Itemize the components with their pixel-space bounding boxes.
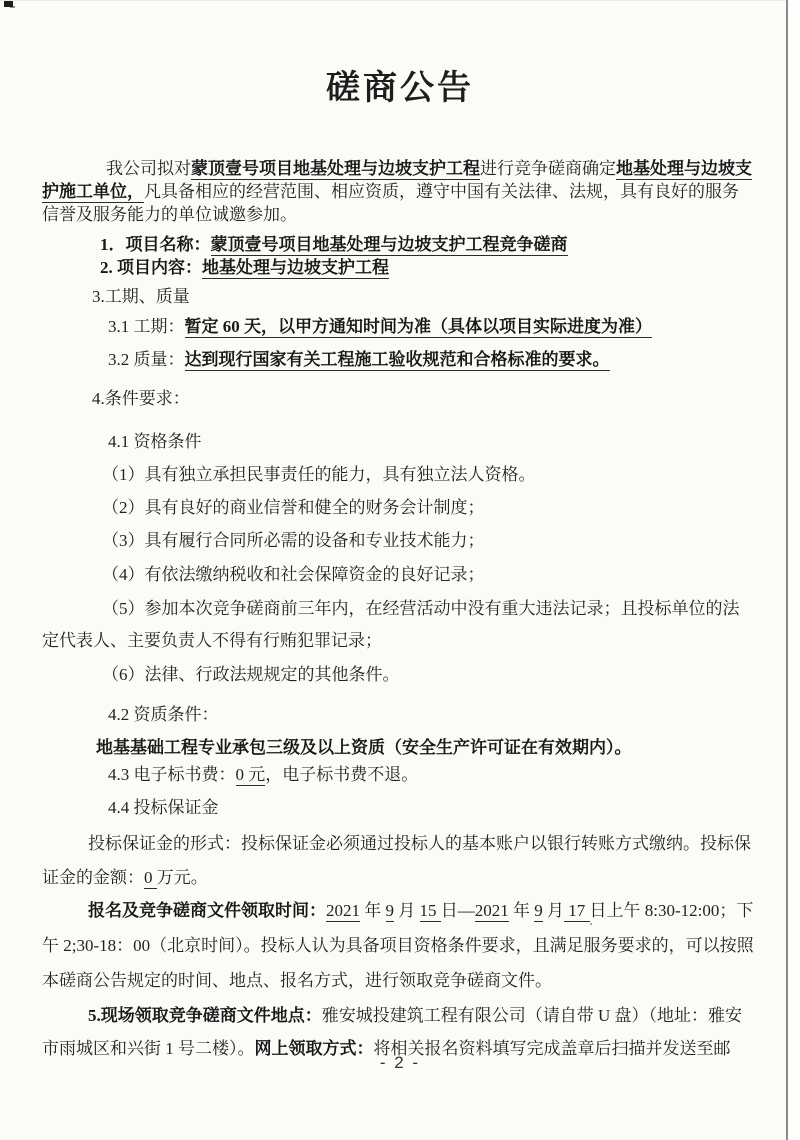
start-year: 2021 <box>326 901 360 920</box>
bid-bond-subheading <box>42 797 754 819</box>
section-3-heading: 3.工期、质量 <box>92 287 190 306</box>
scanner-background-strip <box>788 0 800 1140</box>
online-pickup-label: 网上领取方式： <box>254 1039 374 1058</box>
start-day: 15 <box>419 901 441 920</box>
credential-requirement-line <box>42 737 754 759</box>
quality-label: 3.2 质量： <box>108 350 185 369</box>
qualification-subheading <box>42 431 754 453</box>
section-4-heading: 4.条件要求： <box>92 389 190 408</box>
condition-6 <box>42 664 754 686</box>
section-duration-quality <box>42 286 754 308</box>
bid-doc-fee-value: 0 元 <box>235 765 266 784</box>
text-run: ，电子标书费不退。 <box>265 765 419 784</box>
text-run: （6）法律、行政法规规定的其他条件。 <box>102 665 400 684</box>
text-run: 万元。 <box>156 868 208 887</box>
text-run: （4）有依法缴纳税收和社会保障资金的良好记录； <box>102 565 485 584</box>
contractor-type-underlined: 地基处理与边坡支护施工单位， <box>42 159 752 201</box>
page-number: - 2 - <box>379 1053 421 1072</box>
text-run: （2）具有良好的商业信誉和健全的财务会计制度； <box>102 498 485 517</box>
bid-bond-amount: 0 <box>144 868 157 887</box>
credential-subheading <box>42 704 754 726</box>
project-content-value: 地基处理与边坡支护工程 <box>202 258 389 277</box>
condition-2 <box>42 497 754 519</box>
text-run: 年 <box>360 901 386 920</box>
condition-3 <box>42 530 754 552</box>
end-day: 17 <box>564 901 590 920</box>
bid-bond-heading: 4.4 投标保证金 <box>108 798 219 817</box>
scan-page-edge-line <box>786 0 788 1140</box>
condition-1 <box>42 464 754 486</box>
duration-label: 3.1 工期： <box>108 317 185 336</box>
text-run: 年 <box>508 901 535 920</box>
project-content-label: 2. 项目内容： <box>100 258 202 277</box>
text-run: （3）具有履行合同所必需的设备和专业技术能力； <box>102 531 485 550</box>
text-run: 月 <box>542 901 564 920</box>
quality-item <box>42 349 754 371</box>
credential-requirement: 地基基础工程专业承包三级及以上资质（安全生产许可证在有效期内）。 <box>96 738 632 757</box>
end-month: 9 <box>534 901 543 920</box>
document-title: 磋商公告 <box>326 70 474 107</box>
quality-value: 达到现行国家有关工程施工验收规范和合格标准的要求。 <box>184 350 610 369</box>
credential-heading: 4.2 资质条件： <box>108 705 219 724</box>
text-run: 我公司拟对 <box>106 159 191 178</box>
text-run: （1）具有独立承担民事责任的能力，具有独立法人资格。 <box>102 465 536 484</box>
bid-bond-paragraph <box>42 827 754 895</box>
duration-item <box>42 316 754 338</box>
text-run: 日上午 8:30-12:00；下午 2;30-18：00（北京时间）。投标人认为具备项目资格条件要求，且满足服务要求的，可以按照本磋商公告规定的时间、地点、报名方式，进行领取竞争磋商文件。 <box>42 901 754 990</box>
project-name-label: 1．项目名称： <box>100 235 211 254</box>
qualification-heading: 4.1 资格条件 <box>108 432 202 451</box>
bid-doc-fee-label: 4.3 电子标书费： <box>108 765 236 784</box>
text-run: 月 <box>394 901 420 920</box>
text-run: （5）参加本次竞争磋商前三年内，在经营活动中没有重大违法记录；且投标单位的法定代表人、主要负责人不得有行贿犯罪记录； <box>42 599 740 650</box>
section-conditions <box>42 388 754 410</box>
scan-corner-artifact <box>4 1 13 7</box>
scan-top-edge <box>0 0 786 1</box>
duration-value: 暂定 60 天，以甲方通知时间为准（具体以项目实际进度为准） <box>184 317 652 336</box>
pickup-location-value: 雅安城投建筑工程有限公司（请自带 U 盘）（地址：雅安市雨城区和兴街 1 号二楼）。 <box>42 1006 743 1058</box>
project-scope-underlined: 蒙顶壹号项目地基处理与边坡支护工程 <box>191 159 480 178</box>
text-run: 进行竞争磋商确定 <box>480 159 616 178</box>
condition-5 <box>42 593 754 657</box>
online-pickup-value-partial: 将相关报名资料填写完成盖章后扫描并发送至邮 <box>373 1039 731 1058</box>
bid-doc-fee-item <box>42 764 754 786</box>
signup-time-label: 报名及竞争磋商文件领取时间： <box>88 901 326 920</box>
condition-4 <box>42 564 754 586</box>
project-name-value: 蒙顶壹号项目地基处理与边坡支护工程竞争磋商 <box>210 235 568 254</box>
project-content-item <box>42 257 754 279</box>
text-run: 凡具备相应的经营范围、相应资质，遵守中国有关法律、法规，具有良好的服务信誉及服务能力的单位诚邀参加。 <box>42 182 739 224</box>
signup-time-paragraph <box>42 893 754 998</box>
project-name-item <box>42 234 754 256</box>
pickup-location-label: 5.现场领取竞争磋商文件地点： <box>88 1006 322 1025</box>
intro-paragraph <box>42 157 754 226</box>
text-run: 投标保证金的形式：投标保证金必须通过投标人的基本账户以银行转账方式缴纳。投标保证金的金额： <box>42 834 751 887</box>
start-month: 9 <box>385 901 394 920</box>
text-run: 日— <box>440 901 475 920</box>
end-year: 2021 <box>474 901 509 920</box>
